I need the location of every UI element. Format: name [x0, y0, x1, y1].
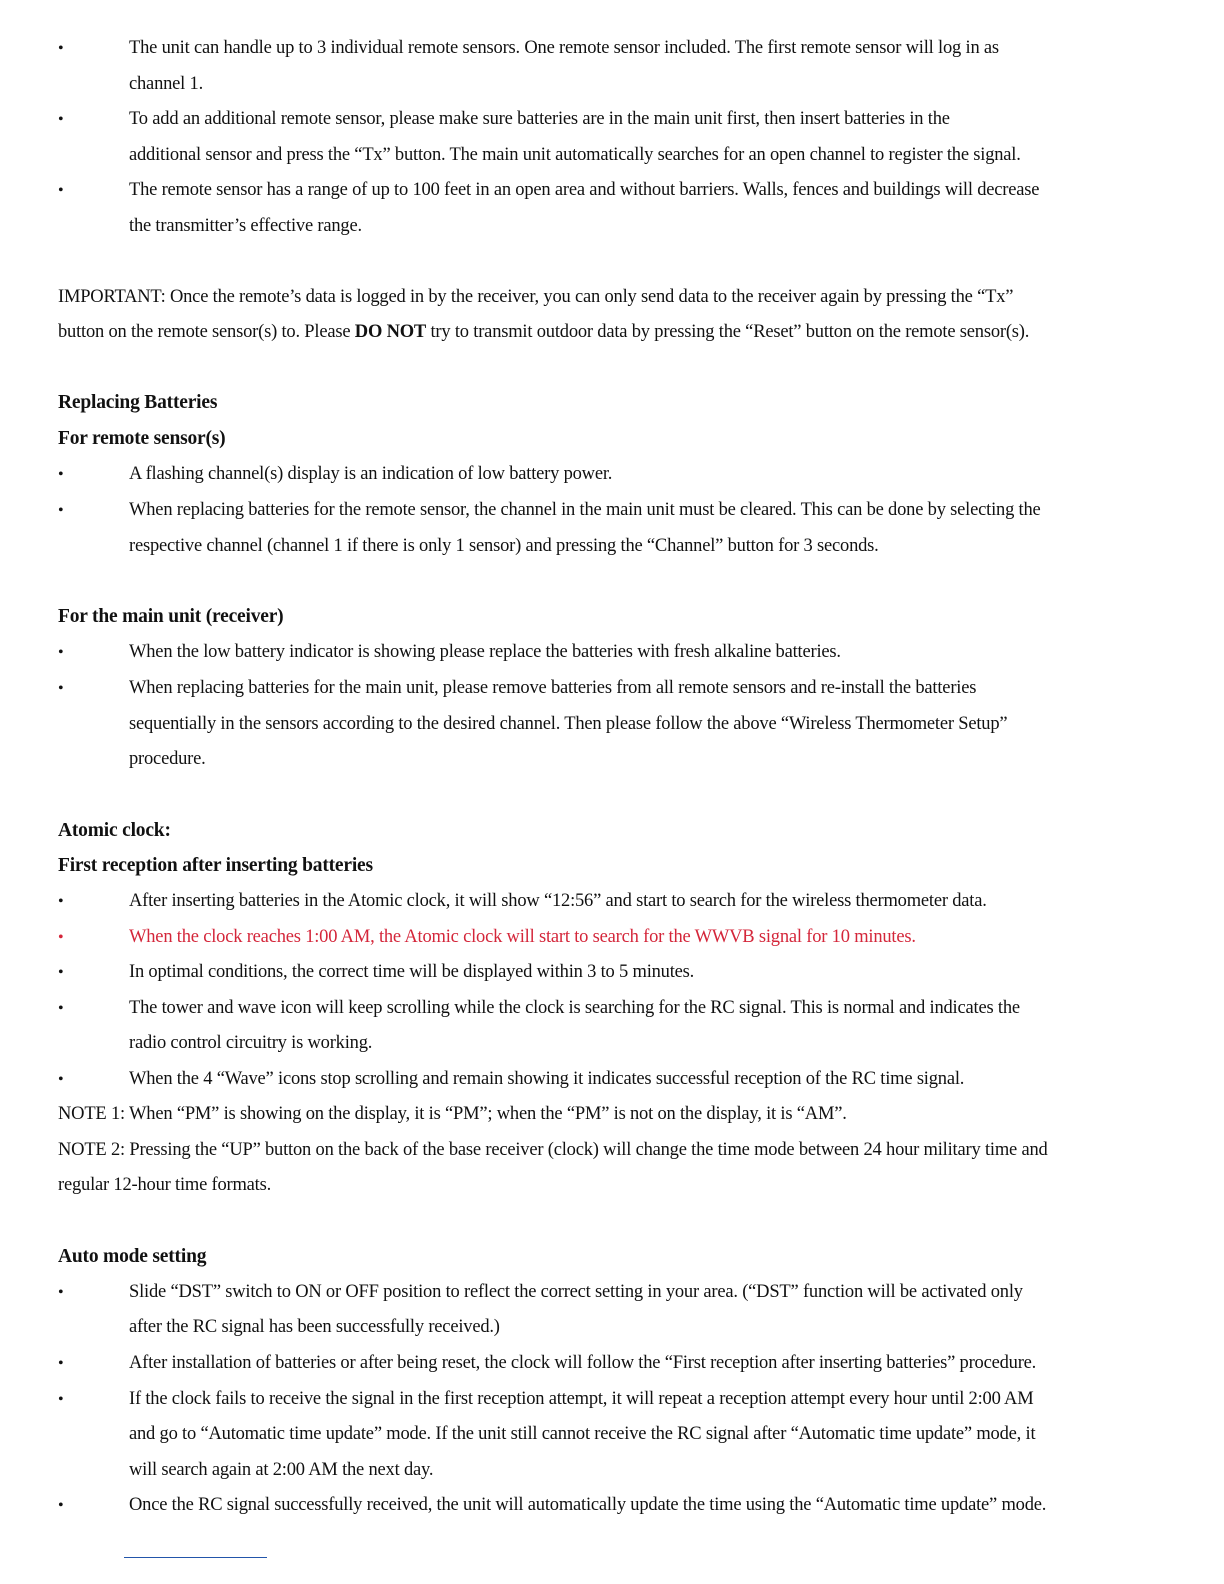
list-item-text: When replacing batteries for the main unit, please remove batteries from all remote sensors and re-install the batteries [129, 678, 977, 698]
bullet: • [58, 1000, 64, 1017]
important-text: button on the remote sensor(s) to. Please [58, 322, 355, 342]
important-paragraph-line2 [58, 323, 1029, 342]
section-heading-replacing-batteries: Replacing Batteries [58, 392, 218, 413]
list-item-text: after the RC signal has been successfully received.) [129, 1317, 500, 1337]
list-item-text: When the low battery indicator is showing please replace the batteries with fresh alkaline batteries. [129, 642, 841, 662]
list-item-text: After installation of batteries or after being reset, the clock will follow the “First reception after inserting batteries” procedure. [129, 1353, 1037, 1373]
highlighted-list-item-text: When the clock reaches 1:00 AM, the Atomic clock will start to search for the WWVB signal for 10 minutes. [129, 927, 916, 947]
subheading-remote-sensors: For remote sensor(s) [58, 428, 226, 449]
list-item-text: When the 4 “Wave” icons stop scrolling and remain showing it indicates successful reception of the RC time signal. [129, 1069, 965, 1089]
list-item-text: and go to “Automatic time update” mode. If the unit still cannot receive the RC signal after “Automatic time update” mode, it [129, 1424, 1036, 1444]
list-item-text: respective channel (channel 1 if there is only 1 sensor) and pressing the “Channel” button for 3 seconds. [129, 536, 879, 556]
bullet: • [58, 1071, 64, 1088]
list-item-text: To add an additional remote sensor, please make sure batteries are in the main unit first, then insert batteries in the [129, 109, 950, 129]
list-item-text: The unit can handle up to 3 individual remote sensors. One remote sensor included. The first remote sensor will log in as [129, 38, 999, 58]
list-item-text: will search again at 2:00 AM the next day. [129, 1460, 434, 1480]
important-emphasis: DO NOT [354, 322, 427, 342]
bullet: • [58, 1284, 64, 1301]
bullet: • [58, 40, 64, 57]
note-1: NOTE 1: When “PM” is showing on the display, it is “PM”; when the “PM” is not on the display, it is “AM”. [58, 1104, 847, 1124]
section-heading-auto-mode: Auto mode setting [58, 1246, 207, 1267]
list-item-text: If the clock fails to receive the signal in the first reception attempt, it will repeat a reception attempt every hour until 2:00 AM [129, 1389, 1034, 1409]
section-heading-atomic-clock: Atomic clock: [58, 820, 171, 841]
note-2: NOTE 2: Pressing the “UP” button on the back of the base receiver (clock) will change the time mode between 24 hour military time and [58, 1140, 1048, 1160]
bullet: • [58, 644, 64, 661]
subheading-first-reception: First reception after inserting batteries [58, 855, 373, 876]
important-paragraph: IMPORTANT: Once the remote’s data is logged in by the receiver, you can only send data to the receiver again by pressing the “Tx” [58, 287, 1014, 307]
bullet: • [58, 929, 64, 946]
list-item-text: the transmitter’s effective range. [129, 216, 362, 236]
list-item-text: procedure. [129, 749, 206, 769]
bullet: • [58, 893, 64, 910]
list-item-text: Once the RC signal successfully received, the unit will automatically update the time using the “Automatic time update” mode. [129, 1495, 1047, 1515]
note-2-continued: regular 12-hour time formats. [58, 1175, 272, 1195]
list-item-text: After inserting batteries in the Atomic clock, it will show “12:56” and start to search for the wireless thermometer data. [129, 891, 987, 911]
bullet: • [58, 680, 64, 697]
bullet: • [58, 466, 64, 483]
list-item-text: When replacing batteries for the remote sensor, the channel in the main unit must be cleared. This can be done by selecting the [129, 500, 1041, 520]
bullet: • [58, 1497, 64, 1514]
footnote-rule [124, 1557, 267, 1558]
bullet: • [58, 964, 64, 981]
list-item-text: sequentially in the sensors according to the desired channel. Then please follow the above “Wireless Thermometer Setup” [129, 714, 1008, 734]
important-text: try to transmit outdoor data by pressing the “Reset” button on the remote sensor(s). [426, 322, 1030, 342]
list-item-text: In optimal conditions, the correct time will be displayed within 3 to 5 minutes. [129, 962, 695, 982]
list-item-text: channel 1. [129, 74, 204, 94]
bullet: • [58, 111, 64, 128]
list-item-text: The remote sensor has a range of up to 100 feet in an open area and without barriers. Walls, fences and buildings will decrease [129, 180, 1040, 200]
list-item-text: additional sensor and press the “Tx” button. The main unit automatically searches for an open channel to register the signal. [129, 145, 1021, 165]
list-item-text: Slide “DST” switch to ON or OFF position to reflect the correct setting in your area. (“DST” function will be activated only [129, 1282, 1023, 1302]
bullet: • [58, 1355, 64, 1372]
subheading-main-unit: For the main unit (receiver) [58, 606, 284, 627]
bullet: • [58, 502, 64, 519]
list-item-text: A flashing channel(s) display is an indication of low battery power. [129, 464, 613, 484]
list-item-text: radio control circuitry is working. [129, 1033, 373, 1053]
bullet: • [58, 182, 64, 199]
bullet: • [58, 1391, 64, 1408]
list-item-text: The tower and wave icon will keep scrolling while the clock is searching for the RC signal. This is normal and indicates the [129, 998, 1020, 1018]
